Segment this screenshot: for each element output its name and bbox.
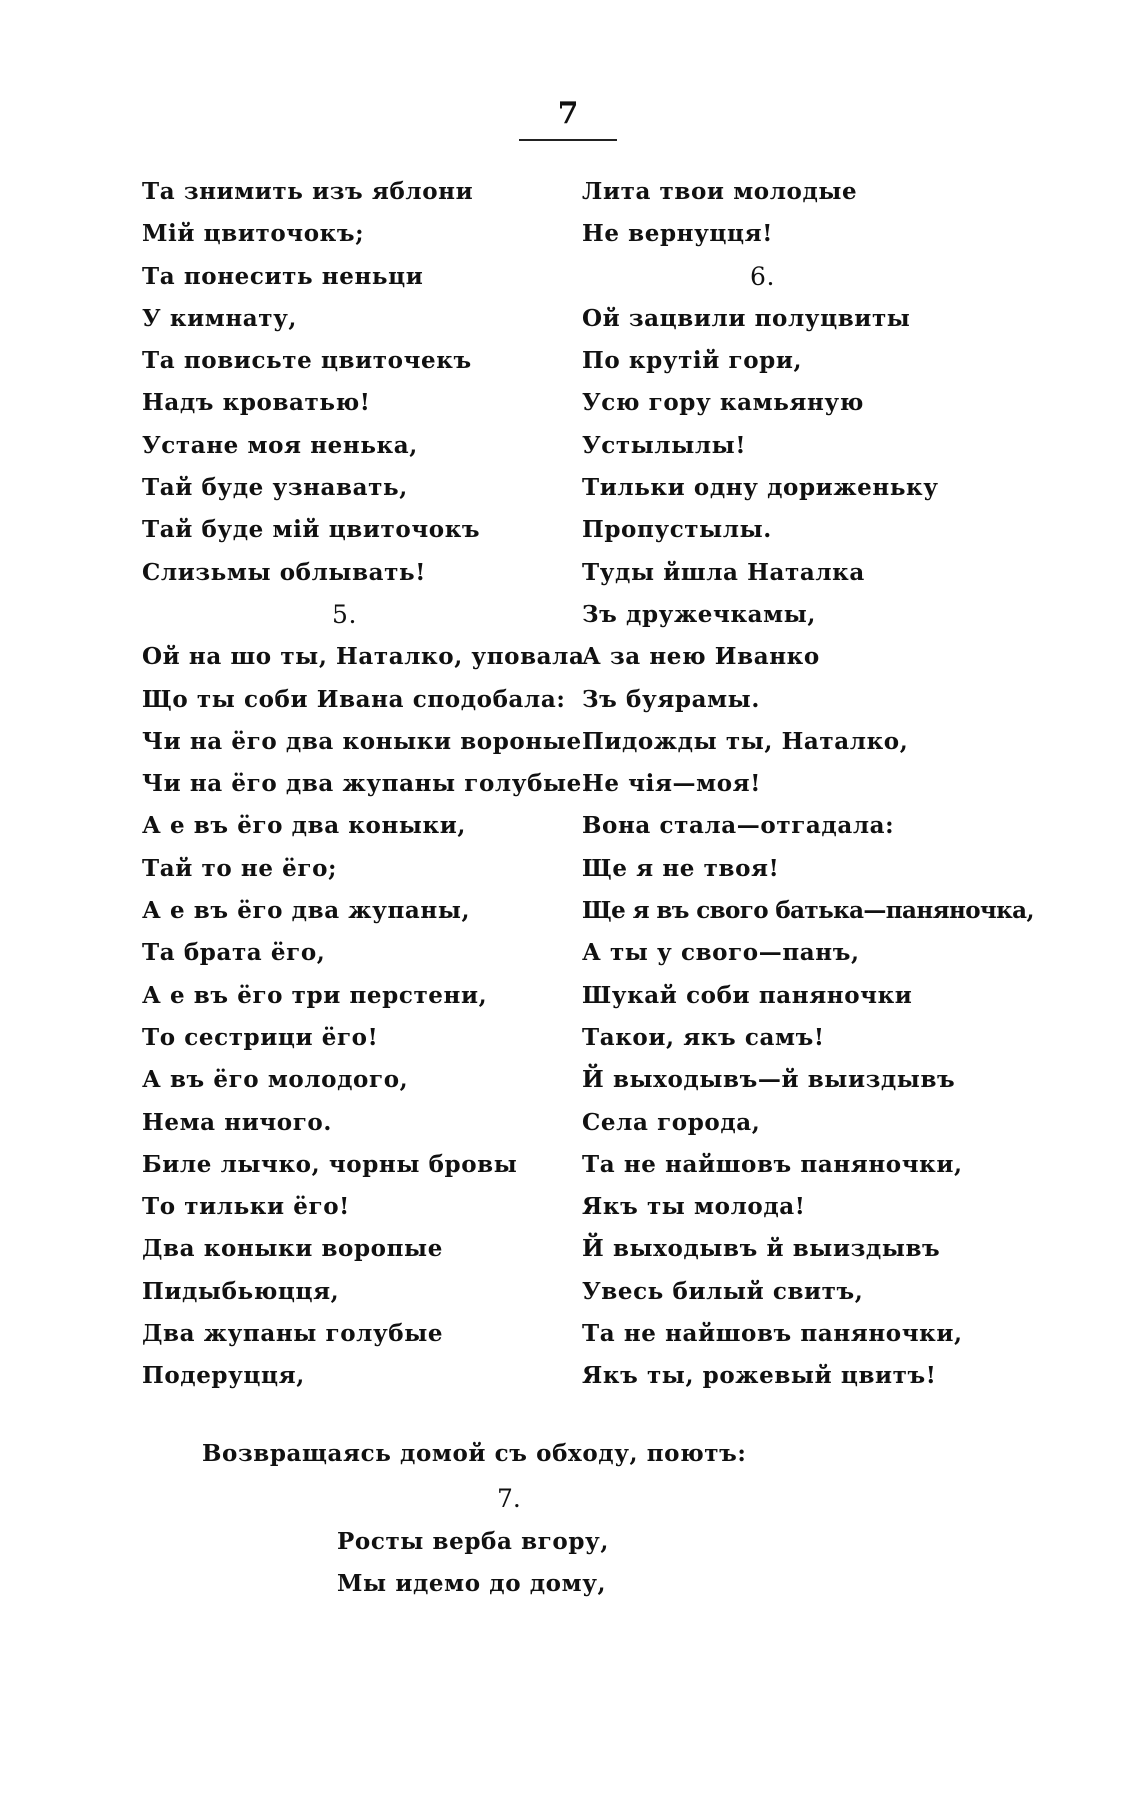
verse-line: Ой на шо ты, Наталко, уповала (142, 643, 585, 671)
verse-line: Мій цвиточокъ; (142, 220, 365, 248)
verse-line: Пропустылы. (582, 516, 772, 544)
right-column (582, 171, 1034, 1398)
verse-line: Зъ дружечкамы, (582, 600, 817, 628)
song-number: 7. (497, 1484, 521, 1513)
verse-line: Та понесить неньци (142, 262, 424, 290)
verse-line: Села города, (582, 1108, 761, 1136)
verse-line: Два коныки воропые (142, 1235, 443, 1263)
song-number: 6. (750, 261, 776, 291)
verse-line: Шукай соби паняночки (582, 981, 913, 1009)
song-number: 5. (332, 599, 358, 629)
verse-line: Мы идемо до дому, (337, 1570, 607, 1597)
verse-line: Надъ кроватью! (142, 389, 371, 417)
verse-line: Усю гору камьяную (582, 389, 864, 417)
verse-line: По крутій гори, (582, 347, 803, 375)
verse-line: Та повисьте цвиточекъ (142, 347, 472, 375)
verse-line: Такои, якъ самъ! (582, 1023, 825, 1051)
verse-line: Пидожды ты, Наталко, (582, 727, 909, 755)
closing-note: Возвращаясь домой съ обходу, поютъ: (202, 1440, 747, 1467)
verse-line: А е въ ёго два коныки, (142, 812, 467, 840)
verse-line: Ой зацвили полуцвиты (582, 304, 911, 332)
verse-line: Биле лычко, чорны бровы (142, 1150, 518, 1178)
verse-line: Не чія—моя! (582, 770, 761, 798)
left-column (142, 171, 593, 1398)
verse-line: Тай буде узнавать, (142, 474, 408, 502)
verse-line: У кимнату, (142, 304, 298, 332)
verse-line: Що ты соби Ивана сподобала: (142, 685, 566, 713)
verse-line: А за нею Иванко (582, 643, 820, 671)
verse-line: Нема ничого. (142, 1108, 332, 1136)
verse-line: То сестрици ёго! (142, 1023, 379, 1051)
verse-line: Якъ ты молода! (582, 1193, 806, 1221)
verse-line: Ще я въ свого батька—паняночка, (582, 897, 1034, 925)
verse-line: Лита твои молодые (582, 178, 858, 205)
verse-line: Устане моя ненька, (142, 431, 418, 459)
verse-line: Устылылы! (582, 431, 747, 459)
verse-line: А е въ ёго три перстени, (142, 981, 488, 1009)
verse-line: Тай буде мій цвиточокъ (142, 516, 481, 544)
verse-line: Й выходывъ—й выиздывъ (582, 1066, 956, 1094)
verse-line: Тильки одну дориженьку (582, 474, 939, 502)
verse-line: Два жупаны голубые (142, 1320, 444, 1348)
page-number-rule (519, 139, 617, 141)
verse-line: Та брата ёго, (142, 939, 326, 967)
verse-line: Вона стала—отгадала: (582, 812, 895, 840)
verse-line: Увесь билый свитъ, (582, 1277, 864, 1305)
verse-line: Та знимить изъ яблони (142, 178, 474, 205)
page-number: 7 (557, 96, 579, 131)
verse-line: Якъ ты, рожевый цвитъ! (582, 1362, 937, 1390)
verse-line: Та не найшовъ паняночки, (582, 1320, 963, 1348)
verse-line: Тай то не ёго; (142, 854, 338, 882)
verse-line: Туды йшла Наталка (582, 558, 865, 586)
verse-line: А въ ёго молодого, (142, 1066, 409, 1094)
verse-line: Чи на ёго два коныки вороные (142, 727, 582, 755)
verse-line: Зъ буярамы. (582, 685, 760, 713)
verse-line: То тильки ёго! (142, 1193, 350, 1221)
verse-line: Не вернуцця! (582, 220, 773, 248)
verse-line: Подеруцця, (142, 1362, 305, 1390)
verse-line: А ты у свого—панъ, (582, 939, 860, 967)
verse-line: Росты верба вгору, (337, 1528, 609, 1555)
verse-line: Чи на ёго два жупаны голубые! (142, 770, 593, 798)
verse-line: Пидыбьюцця, (142, 1277, 340, 1305)
verse-line: Та не найшовъ паняночки, (582, 1150, 963, 1178)
verse-line: Й выходывъ й выиздывъ (582, 1235, 941, 1263)
final-song (337, 1521, 609, 1605)
verse-line: Слизьмы облывать! (142, 558, 426, 586)
verse-line: А е въ ёго два жупаны, (142, 897, 471, 925)
verse-line: Ще я не твоя! (582, 854, 780, 882)
